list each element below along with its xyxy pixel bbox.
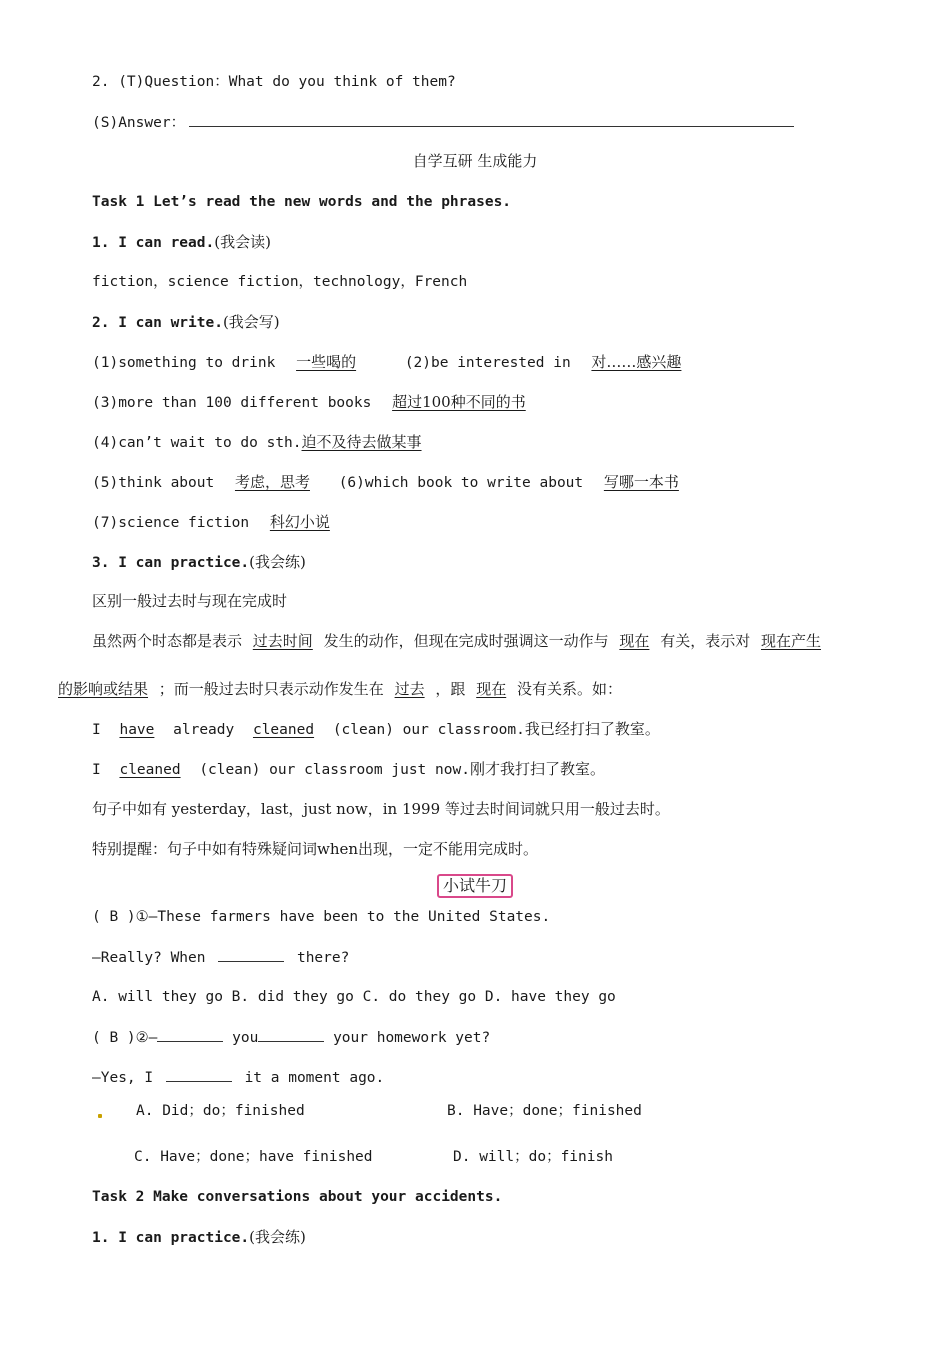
quiz-q1-line2: —Really? When there?	[92, 947, 349, 968]
quiz-q1: ( B )①—These farmers have been to the United States.	[92, 909, 551, 925]
question-2: 2. (T)Question：What do you think of them?	[92, 74, 456, 90]
phrase-answer-4: 迫不及待去做某事	[301, 433, 422, 451]
phrase-answer-1: 一些喝的	[296, 353, 357, 371]
phrase-row-4: (4)can’t wait to do sth.迫不及待去做某事	[92, 433, 422, 451]
quiz-q2-blank-3[interactable]	[166, 1067, 232, 1082]
example-2: I cleaned (clean) our classroom just now.刚才我打扫了教室。	[92, 760, 605, 778]
section-title: 自学互研 生成能力	[412, 152, 538, 170]
explanation-line-2: 的影响或结果 ；而一般过去时只表示动作发生在 过去 ，跟 现在 没有关系。如：	[58, 680, 622, 698]
phrase-row-5: (5)think about 考虑，思考 (6)which book to write about 写哪一本书	[92, 473, 679, 491]
task1-title: Task 1 Let’s read the new words and the phrases.	[92, 194, 512, 210]
quiz-q2-blank-2[interactable]	[258, 1027, 324, 1042]
explanation-line-1: 虽然两个时态都是表示 过去时间 发生的动作，但现在完成时强调这一动作与 现在 有关，表示对 现在产生	[92, 632, 821, 650]
example-1: I have already cleaned (clean) our classroom.我已经打扫了教室。	[92, 720, 660, 738]
difference-title: 区别一般过去时与现在完成时	[92, 592, 288, 610]
phrase-answer-5: 考虑，思考	[234, 473, 310, 491]
quiz-q2-option-b: B. Have；done；finished	[447, 1103, 642, 1119]
task2-practice-heading: 1. I can practice.(我会练)	[92, 1228, 306, 1246]
marker-dot-icon	[98, 1114, 102, 1118]
practice-heading: 3. I can practice.(我会练)	[92, 553, 306, 571]
quiz-q2-option-d: D. will；do；finish	[453, 1149, 613, 1165]
read-heading: 1. I can read.(我会读)	[92, 233, 271, 251]
quiz-badge: 小试牛刀	[437, 874, 513, 898]
quiz-q2: ( B )②— you your homework yet?	[92, 1027, 490, 1048]
phrase-row-1: (1)something to drink 一些喝的 (2)be interested in 对……感兴趣	[92, 353, 682, 371]
task2-title: Task 2 Make conversations about your accidents.	[92, 1189, 503, 1205]
quiz-q2-option-c: C. Have；done；have finished	[134, 1149, 373, 1165]
quiz-badge-row	[0, 874, 950, 898]
phrase-answer-6: 写哪一本书	[603, 473, 679, 491]
rule-1: 句子中如有 yesterday，last，just now，in 1999 等过去时间词就只用一般过去时。	[92, 800, 670, 818]
write-heading: 2. I can write.(我会写)	[92, 313, 280, 331]
quiz-q2-blank-1[interactable]	[157, 1027, 223, 1042]
quiz-q1-options: A. will they go B. did they go C. do they go D. have they go	[92, 989, 616, 1005]
quiz-q2-option-a: A. Did；do；finished	[136, 1103, 305, 1119]
answer-line: (S)Answer：	[92, 112, 794, 133]
answer-blank[interactable]	[189, 112, 794, 127]
phrase-row-7: (7)science fiction 科幻小说	[92, 513, 330, 531]
phrase-answer-7: 科幻小说	[269, 513, 330, 531]
phrase-answer-2: 对……感兴趣	[591, 353, 682, 371]
quiz-q2-line2: —Yes, I it a moment ago.	[92, 1067, 384, 1088]
phrase-row-3: (3)more than 100 different books 超过100种不同的书	[92, 393, 526, 411]
rule-2: 特别提醒：句子中如有特殊疑问词when出现，一定不能用完成时。	[92, 840, 539, 858]
read-words: fiction，science fiction，technology，French	[92, 274, 468, 290]
quiz-q1-blank[interactable]	[218, 947, 284, 962]
phrase-answer-3: 超过100种不同的书	[392, 393, 526, 411]
